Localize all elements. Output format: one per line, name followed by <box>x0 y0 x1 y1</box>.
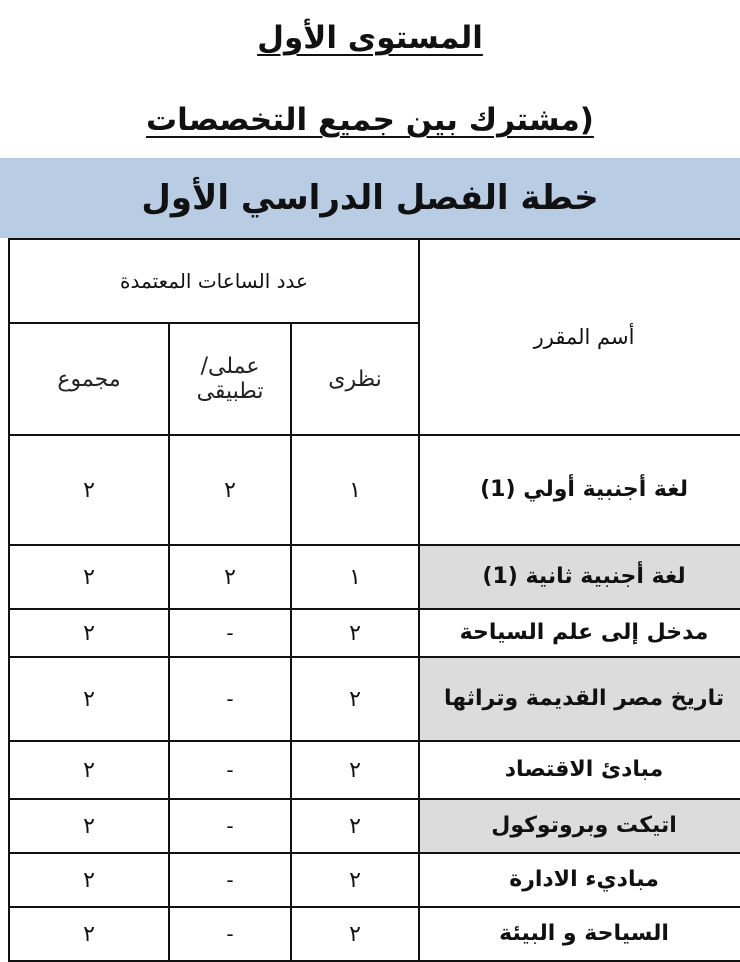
practical-cell: ٢ <box>169 545 291 609</box>
total-cell: ٢ <box>9 741 169 799</box>
table-row <box>9 741 740 799</box>
table-row <box>9 657 740 741</box>
total-cell: ٢ <box>9 609 169 657</box>
theory-cell: ١ <box>291 545 419 609</box>
course-name-cell: لغة أجنبية ثانية (1) <box>419 545 740 609</box>
course-name-cell: مبادئ الاقتصاد <box>419 741 740 799</box>
total-cell: ٢ <box>9 853 169 907</box>
course-name-cell: السياحة و البيئة <box>419 907 740 961</box>
total-header: مجموع <box>9 323 169 435</box>
table-row <box>9 907 740 961</box>
theory-cell: ٢ <box>291 799 419 853</box>
course-name-cell: اتيكت وبروتوكول <box>419 799 740 853</box>
table-row <box>9 609 740 657</box>
semester-plan-title: خطة الفصل الدراسي الأول <box>0 158 740 238</box>
theory-cell: ٢ <box>291 853 419 907</box>
practical-cell: - <box>169 741 291 799</box>
practical-header: عملى/ تطبيقى <box>169 323 291 435</box>
theory-cell: ٢ <box>291 609 419 657</box>
total-cell: ٢ <box>9 545 169 609</box>
total-cell: ٢ <box>9 907 169 961</box>
course-name-header: أسم المقرر <box>419 239 740 435</box>
practical-cell: - <box>169 853 291 907</box>
theory-cell: ٢ <box>291 907 419 961</box>
practical-cell: - <box>169 609 291 657</box>
theory-cell: ١ <box>291 435 419 545</box>
level-title: المستوى الأول <box>257 20 483 56</box>
course-name-cell: تاريخ مصر القديمة وتراثها <box>419 657 740 741</box>
table-row <box>9 799 740 853</box>
practical-cell: - <box>169 799 291 853</box>
course-name-cell: مباديء الادارة <box>419 853 740 907</box>
total-cell: ٢ <box>9 799 169 853</box>
theory-cell: ٢ <box>291 657 419 741</box>
theory-cell: ٢ <box>291 741 419 799</box>
table-row <box>9 545 740 609</box>
total-cell: ٢ <box>9 657 169 741</box>
practical-cell: - <box>169 907 291 961</box>
shared-subtitle: (مشترك بين جميع التخصصات <box>146 102 594 138</box>
table-row <box>9 435 740 545</box>
theory-header: نظرى <box>291 323 419 435</box>
course-name-cell: لغة أجنبية أولي (1) <box>419 435 740 545</box>
practical-cell: ٢ <box>169 435 291 545</box>
credit-hours-header: عدد الساعات المعتمدة <box>9 239 419 323</box>
total-cell: ٢ <box>9 435 169 545</box>
table-row <box>9 853 740 907</box>
practical-cell: - <box>169 657 291 741</box>
course-plan-table <box>8 238 740 962</box>
course-name-cell: مدخل إلى علم السياحة <box>419 609 740 657</box>
